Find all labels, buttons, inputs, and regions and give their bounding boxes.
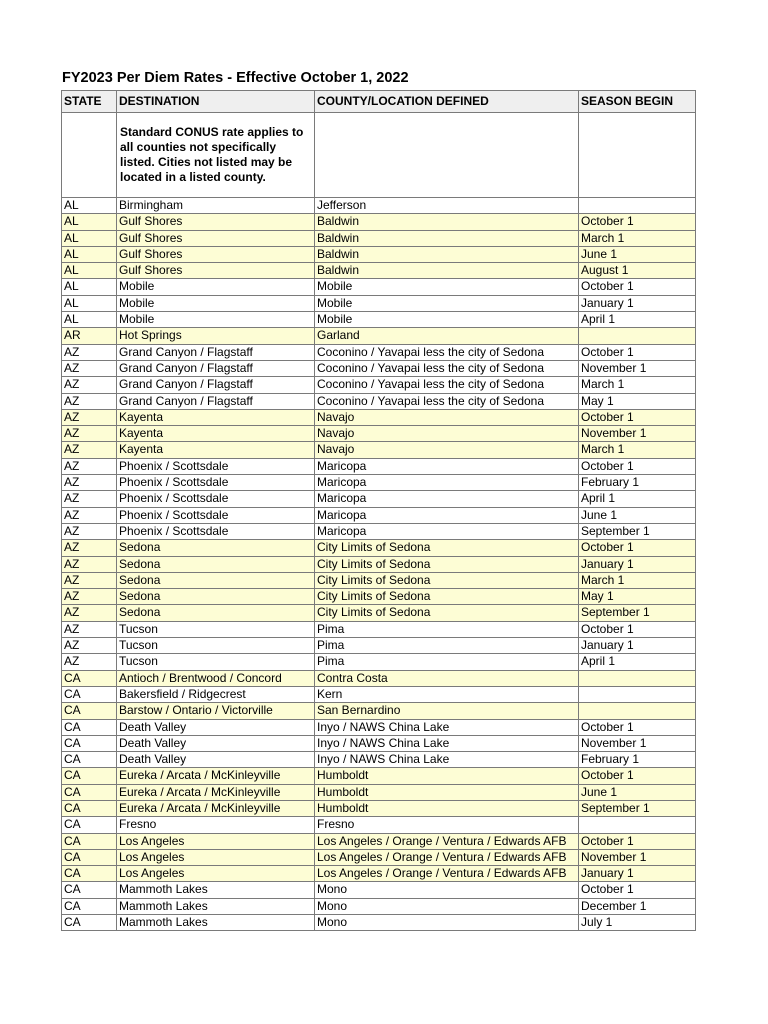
table-row xyxy=(62,442,696,458)
cell-destination: Phoenix / Scottsdale xyxy=(117,458,315,474)
table-row xyxy=(62,214,696,230)
cell-season-begin: June 1 xyxy=(579,246,696,262)
cell-state: AZ xyxy=(62,409,117,425)
cell-destination: Death Valley xyxy=(117,735,315,751)
cell-destination: Barstow / Ontario / Victorville xyxy=(117,703,315,719)
table-row xyxy=(62,328,696,344)
cell-county: Mono xyxy=(315,898,579,914)
cell-state: AZ xyxy=(62,360,117,376)
cell-county: Coconino / Yavapai less the city of Sedona xyxy=(315,344,579,360)
table-row xyxy=(62,849,696,865)
cell-state: AL xyxy=(62,246,117,262)
table-row xyxy=(62,866,696,882)
table-row xyxy=(62,768,696,784)
cell-state: CA xyxy=(62,833,117,849)
cell-destination: Gulf Shores xyxy=(117,246,315,262)
standard-rate-note-row xyxy=(62,113,696,198)
cell-season-begin: October 1 xyxy=(579,882,696,898)
cell-state: AZ xyxy=(62,589,117,605)
cell-destination: Mobile xyxy=(117,279,315,295)
column-header-season-begin: SEASON BEGIN xyxy=(579,91,696,113)
cell-county: Humboldt xyxy=(315,768,579,784)
cell-county: Navajo xyxy=(315,426,579,442)
cell-destination: Los Angeles xyxy=(117,849,315,865)
cell-county: Inyo / NAWS China Lake xyxy=(315,735,579,751)
cell-state: CA xyxy=(62,752,117,768)
note-season-cell xyxy=(579,113,696,198)
cell-county: Navajo xyxy=(315,409,579,425)
cell-state: CA xyxy=(62,735,117,751)
cell-county: Coconino / Yavapai less the city of Sedona xyxy=(315,377,579,393)
cell-state: AZ xyxy=(62,377,117,393)
per-diem-rates-table xyxy=(61,90,696,931)
column-header-county: COUNTY/LOCATION DEFINED xyxy=(315,91,579,113)
cell-state: AZ xyxy=(62,540,117,556)
table-row xyxy=(62,230,696,246)
cell-county: Maricopa xyxy=(315,491,579,507)
table-row xyxy=(62,784,696,800)
cell-season-begin: October 1 xyxy=(579,768,696,784)
cell-destination: Mobile xyxy=(117,295,315,311)
table-body xyxy=(62,113,696,931)
cell-destination: Gulf Shores xyxy=(117,263,315,279)
cell-state: AZ xyxy=(62,442,117,458)
table-row xyxy=(62,393,696,409)
note-state-cell xyxy=(62,113,117,198)
cell-state: AL xyxy=(62,263,117,279)
cell-season-begin: October 1 xyxy=(579,458,696,474)
cell-county: Coconino / Yavapai less the city of Sedona xyxy=(315,393,579,409)
cell-destination: Grand Canyon / Flagstaff xyxy=(117,377,315,393)
table-row xyxy=(62,475,696,491)
cell-state: AZ xyxy=(62,605,117,621)
table-row xyxy=(62,523,696,539)
cell-state: AL xyxy=(62,312,117,328)
cell-season-begin: October 1 xyxy=(579,540,696,556)
cell-county: Navajo xyxy=(315,442,579,458)
cell-state: AZ xyxy=(62,638,117,654)
table-row xyxy=(62,426,696,442)
table-row xyxy=(62,882,696,898)
cell-state: AZ xyxy=(62,344,117,360)
cell-county: City Limits of Sedona xyxy=(315,556,579,572)
cell-season-begin: February 1 xyxy=(579,752,696,768)
cell-season-begin: April 1 xyxy=(579,654,696,670)
cell-county: Los Angeles / Orange / Ventura / Edwards AFB xyxy=(315,833,579,849)
cell-county: City Limits of Sedona xyxy=(315,605,579,621)
cell-state: CA xyxy=(62,915,117,931)
cell-destination: Los Angeles xyxy=(117,866,315,882)
cell-destination: Hot Springs xyxy=(117,328,315,344)
cell-state: CA xyxy=(62,849,117,865)
cell-destination: Eureka / Arcata / McKinleyville xyxy=(117,768,315,784)
cell-county: Mobile xyxy=(315,312,579,328)
cell-state: AZ xyxy=(62,426,117,442)
cell-county: Humboldt xyxy=(315,800,579,816)
cell-destination: Sedona xyxy=(117,556,315,572)
table-row xyxy=(62,621,696,637)
cell-destination: Kayenta xyxy=(117,442,315,458)
table-row xyxy=(62,735,696,751)
cell-county: Jefferson xyxy=(315,198,579,214)
cell-season-begin: October 1 xyxy=(579,279,696,295)
cell-county: City Limits of Sedona xyxy=(315,540,579,556)
cell-destination: Sedona xyxy=(117,605,315,621)
cell-season-begin: September 1 xyxy=(579,800,696,816)
cell-season-begin: June 1 xyxy=(579,784,696,800)
cell-season-begin: November 1 xyxy=(579,426,696,442)
cell-state: CA xyxy=(62,784,117,800)
table-row xyxy=(62,572,696,588)
table-row xyxy=(62,540,696,556)
cell-season-begin: November 1 xyxy=(579,735,696,751)
cell-destination: Kayenta xyxy=(117,426,315,442)
table-row xyxy=(62,246,696,262)
cell-season-begin: January 1 xyxy=(579,866,696,882)
cell-county: Mobile xyxy=(315,295,579,311)
cell-season-begin: October 1 xyxy=(579,833,696,849)
cell-state: AZ xyxy=(62,393,117,409)
cell-county: Baldwin xyxy=(315,263,579,279)
cell-county: Fresno xyxy=(315,817,579,833)
table-row xyxy=(62,312,696,328)
cell-season-begin: July 1 xyxy=(579,915,696,931)
cell-county: Mono xyxy=(315,882,579,898)
table-row xyxy=(62,898,696,914)
cell-state: AZ xyxy=(62,572,117,588)
cell-state: AZ xyxy=(62,458,117,474)
cell-county: Coconino / Yavapai less the city of Sedona xyxy=(315,360,579,376)
cell-season-begin: January 1 xyxy=(579,638,696,654)
table-header-row xyxy=(62,91,696,113)
cell-season-begin: May 1 xyxy=(579,393,696,409)
cell-county: City Limits of Sedona xyxy=(315,572,579,588)
cell-county: Pima xyxy=(315,621,579,637)
cell-state: CA xyxy=(62,898,117,914)
cell-season-begin xyxy=(579,198,696,214)
cell-state: AZ xyxy=(62,654,117,670)
cell-state: CA xyxy=(62,686,117,702)
cell-state: AL xyxy=(62,198,117,214)
table-row xyxy=(62,556,696,572)
cell-destination: Sedona xyxy=(117,540,315,556)
cell-season-begin: October 1 xyxy=(579,409,696,425)
cell-county: Garland xyxy=(315,328,579,344)
cell-county: Contra Costa xyxy=(315,670,579,686)
column-header-destination: DESTINATION xyxy=(117,91,315,113)
standard-rate-note: Standard CONUS rate applies to all counties not specifically listed. Cities not listed may be located in a listed county. xyxy=(117,113,315,198)
cell-county: Maricopa xyxy=(315,507,579,523)
table-row xyxy=(62,752,696,768)
cell-state: AL xyxy=(62,279,117,295)
cell-county: City Limits of Sedona xyxy=(315,589,579,605)
cell-destination: Eureka / Arcata / McKinleyville xyxy=(117,800,315,816)
cell-county: Baldwin xyxy=(315,246,579,262)
cell-season-begin: November 1 xyxy=(579,849,696,865)
cell-county: Baldwin xyxy=(315,230,579,246)
cell-season-begin: November 1 xyxy=(579,360,696,376)
cell-state: CA xyxy=(62,670,117,686)
table-row xyxy=(62,458,696,474)
cell-destination: Bakersfield / Ridgecrest xyxy=(117,686,315,702)
column-header-state: STATE xyxy=(62,91,117,113)
cell-destination: Antioch / Brentwood / Concord xyxy=(117,670,315,686)
cell-county: Baldwin xyxy=(315,214,579,230)
cell-season-begin: June 1 xyxy=(579,507,696,523)
cell-state: CA xyxy=(62,768,117,784)
cell-county: Maricopa xyxy=(315,523,579,539)
cell-season-begin: September 1 xyxy=(579,523,696,539)
cell-county: Mono xyxy=(315,915,579,931)
table-row xyxy=(62,817,696,833)
table-row xyxy=(62,605,696,621)
cell-state: CA xyxy=(62,882,117,898)
cell-season-begin: January 1 xyxy=(579,556,696,572)
cell-county: Humboldt xyxy=(315,784,579,800)
cell-season-begin xyxy=(579,670,696,686)
cell-county: Pima xyxy=(315,654,579,670)
cell-destination: Fresno xyxy=(117,817,315,833)
cell-destination: Mammoth Lakes xyxy=(117,915,315,931)
cell-destination: Sedona xyxy=(117,589,315,605)
cell-destination: Gulf Shores xyxy=(117,230,315,246)
cell-season-begin: February 1 xyxy=(579,475,696,491)
cell-state: AZ xyxy=(62,556,117,572)
table-row xyxy=(62,719,696,735)
cell-destination: Tucson xyxy=(117,638,315,654)
table-row xyxy=(62,360,696,376)
cell-state: AZ xyxy=(62,507,117,523)
table-row xyxy=(62,670,696,686)
cell-season-begin: December 1 xyxy=(579,898,696,914)
cell-state: AZ xyxy=(62,523,117,539)
cell-season-begin: January 1 xyxy=(579,295,696,311)
table-row xyxy=(62,800,696,816)
table-row xyxy=(62,589,696,605)
cell-state: AL xyxy=(62,230,117,246)
cell-county: Kern xyxy=(315,686,579,702)
cell-state: CA xyxy=(62,703,117,719)
cell-destination: Grand Canyon / Flagstaff xyxy=(117,393,315,409)
cell-state: AL xyxy=(62,214,117,230)
cell-destination: Sedona xyxy=(117,572,315,588)
cell-season-begin xyxy=(579,703,696,719)
table-row xyxy=(62,507,696,523)
cell-destination: Phoenix / Scottsdale xyxy=(117,523,315,539)
cell-destination: Tucson xyxy=(117,621,315,637)
cell-destination: Phoenix / Scottsdale xyxy=(117,491,315,507)
cell-season-begin: October 1 xyxy=(579,344,696,360)
table-row xyxy=(62,654,696,670)
cell-state: AZ xyxy=(62,621,117,637)
cell-county: Los Angeles / Orange / Ventura / Edwards AFB xyxy=(315,866,579,882)
cell-county: Inyo / NAWS China Lake xyxy=(315,752,579,768)
cell-season-begin xyxy=(579,328,696,344)
table-row xyxy=(62,344,696,360)
cell-county: Los Angeles / Orange / Ventura / Edwards AFB xyxy=(315,849,579,865)
cell-destination: Mammoth Lakes xyxy=(117,882,315,898)
cell-state: AR xyxy=(62,328,117,344)
cell-season-begin: March 1 xyxy=(579,377,696,393)
cell-county: Mobile xyxy=(315,279,579,295)
cell-season-begin: April 1 xyxy=(579,491,696,507)
cell-season-begin: August 1 xyxy=(579,263,696,279)
cell-state: AL xyxy=(62,295,117,311)
cell-season-begin: October 1 xyxy=(579,621,696,637)
cell-state: CA xyxy=(62,866,117,882)
table-row xyxy=(62,703,696,719)
cell-destination: Grand Canyon / Flagstaff xyxy=(117,360,315,376)
cell-destination: Los Angeles xyxy=(117,833,315,849)
cell-destination: Mobile xyxy=(117,312,315,328)
cell-destination: Gulf Shores xyxy=(117,214,315,230)
cell-destination: Death Valley xyxy=(117,719,315,735)
table-row xyxy=(62,686,696,702)
cell-state: CA xyxy=(62,719,117,735)
table-row xyxy=(62,377,696,393)
table-row xyxy=(62,833,696,849)
table-row xyxy=(62,295,696,311)
cell-season-begin: October 1 xyxy=(579,214,696,230)
cell-state: AZ xyxy=(62,475,117,491)
page-title: FY2023 Per Diem Rates - Effective October 1, 2022 xyxy=(62,70,409,86)
note-county-cell xyxy=(315,113,579,198)
cell-county: Inyo / NAWS China Lake xyxy=(315,719,579,735)
cell-county: Maricopa xyxy=(315,475,579,491)
cell-destination: Eureka / Arcata / McKinleyville xyxy=(117,784,315,800)
cell-destination: Death Valley xyxy=(117,752,315,768)
cell-season-begin: May 1 xyxy=(579,589,696,605)
table-row xyxy=(62,915,696,931)
cell-destination: Phoenix / Scottsdale xyxy=(117,475,315,491)
cell-destination: Mammoth Lakes xyxy=(117,898,315,914)
cell-season-begin: March 1 xyxy=(579,442,696,458)
cell-county: San Bernardino xyxy=(315,703,579,719)
cell-season-begin: April 1 xyxy=(579,312,696,328)
cell-state: CA xyxy=(62,800,117,816)
table-row xyxy=(62,491,696,507)
table-row xyxy=(62,409,696,425)
cell-season-begin: October 1 xyxy=(579,719,696,735)
table-row xyxy=(62,198,696,214)
cell-destination: Phoenix / Scottsdale xyxy=(117,507,315,523)
cell-season-begin: March 1 xyxy=(579,230,696,246)
cell-county: Pima xyxy=(315,638,579,654)
cell-season-begin: September 1 xyxy=(579,605,696,621)
cell-state: CA xyxy=(62,817,117,833)
cell-destination: Birmingham xyxy=(117,198,315,214)
cell-county: Maricopa xyxy=(315,458,579,474)
cell-destination: Kayenta xyxy=(117,409,315,425)
table-row xyxy=(62,279,696,295)
cell-season-begin xyxy=(579,817,696,833)
table-row xyxy=(62,263,696,279)
cell-destination: Tucson xyxy=(117,654,315,670)
table-row xyxy=(62,638,696,654)
cell-season-begin: March 1 xyxy=(579,572,696,588)
cell-destination: Grand Canyon / Flagstaff xyxy=(117,344,315,360)
cell-season-begin xyxy=(579,686,696,702)
cell-state: AZ xyxy=(62,491,117,507)
